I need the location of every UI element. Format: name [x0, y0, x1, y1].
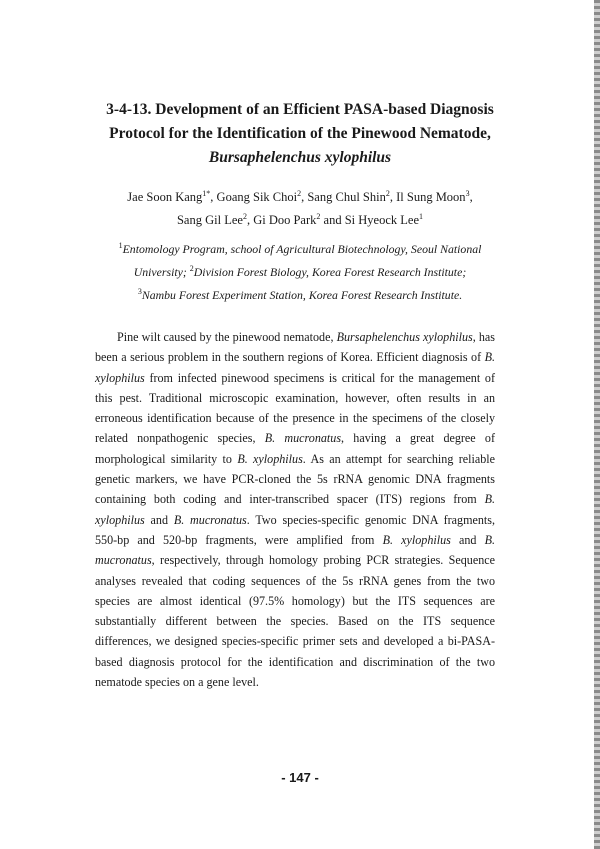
author-name: Goang Sik Choi [216, 190, 298, 205]
author-name: Sang Gil Lee [176, 213, 243, 228]
author-mark: 3 [465, 189, 470, 198]
page-number: - 147 - [281, 770, 319, 785]
paper-title [60, 98, 540, 170]
author-name: Jae Soon Kang [127, 190, 203, 205]
author-name: Il Sung Moon [396, 190, 466, 205]
abstract-text: from infected pinewood specimens is critical for the management of this pest. Traditional microscopic examination, however, often results in an erroneous identification because of the presence in the specimens of the closely related nonpathogenic species, [95, 370, 495, 446]
author-name: Sang Chul Shin [307, 190, 386, 205]
author-mark: 2 [316, 212, 321, 222]
page-edge [594, 0, 600, 849]
author-sep: , [469, 190, 473, 205]
species-name: B. xylophilus [237, 451, 303, 466]
affiliation-1: Entomology Program, school of Agricultural Biotechnology, Seoul National [122, 241, 482, 256]
author-sep: , [389, 190, 397, 205]
abstract-text: and [144, 512, 174, 527]
species-name: B. mucronatus [173, 512, 247, 527]
affiliation-2: Division Forest Biology, Korea Forest Research Institute; [193, 264, 467, 279]
species-name: B. xylophilus [382, 532, 451, 547]
species-name: B. mucronatus [264, 431, 342, 446]
species-name: B. mucronatus [95, 532, 495, 568]
title-line-1: 3-4-13. Development of an Efficient PASA-based Diagnosis [106, 101, 494, 118]
abstract-text: . Two species-specific genomic DNA fragments, 550-bp and 520-bp fragments, were amplified from [95, 512, 495, 547]
abstract-text: , has been a serious problem in the southern regions of Korea. Efficient diagnosis of [95, 330, 496, 365]
species-name: B. xylophilus [95, 492, 495, 527]
affiliation-mark: 3 [137, 286, 142, 296]
abstract-paragraph [95, 327, 495, 692]
author-mark: 1* [202, 189, 211, 198]
affiliation-3: Nambu Forest Experiment Station, Korea Forest Research Institute. [141, 287, 463, 302]
author-sep: , [210, 190, 217, 205]
abstract-text: and [450, 532, 485, 547]
affiliation-1-cont: University; [133, 264, 190, 279]
abstract-text: , respectively, through homology probing PCR strategies. Sequence analyses revealed that coding sequences of the 5s rRNA genes from the two species are almost identical (97.5% homology) but the ITS sequences are substantially different between the species. Based on the ITS sequence differences, we designed species-specific primer sets and developed a bi-PASA-based diagnosis protocol for the identification and discrimination of the two nematode species on a gene level. [95, 553, 495, 690]
author-mark: 1 [419, 212, 423, 222]
author-mark: 2 [242, 212, 247, 222]
title-species: Bursaphelenchus xylophilus [208, 149, 392, 166]
author-list [60, 184, 540, 230]
species-name: B. xylophilus [95, 350, 495, 385]
author-mark: 2 [297, 189, 302, 198]
author-name: Gi Doo Park [253, 213, 317, 228]
author-sep: , [301, 190, 308, 205]
affiliations [70, 236, 530, 305]
abstract-text: , having a great degree of morphological similarity to [95, 431, 495, 466]
abstract-text: . As an attempt for searching reliable genetic markers, we have PCR-cloned the 5s rRNA genomic DNA fragments containing both coding and inter-transcribed spacer (ITS) regions from [95, 451, 495, 507]
author-sep: and [320, 213, 345, 228]
affiliation-mark: 1 [118, 241, 123, 250]
author-name: Si Hyeock Lee [344, 213, 419, 228]
abstract-text: Pine wilt caused by the pinewood nematode, [117, 330, 337, 344]
affiliation-mark: 2 [189, 263, 194, 273]
author-sep: , [246, 213, 254, 228]
title-line-2: Protocol for the Identification of the Pinewood Nematode, [109, 125, 491, 142]
author-mark: 2 [385, 189, 390, 198]
species-name: Bursaphelenchus xylophilus [336, 330, 473, 344]
